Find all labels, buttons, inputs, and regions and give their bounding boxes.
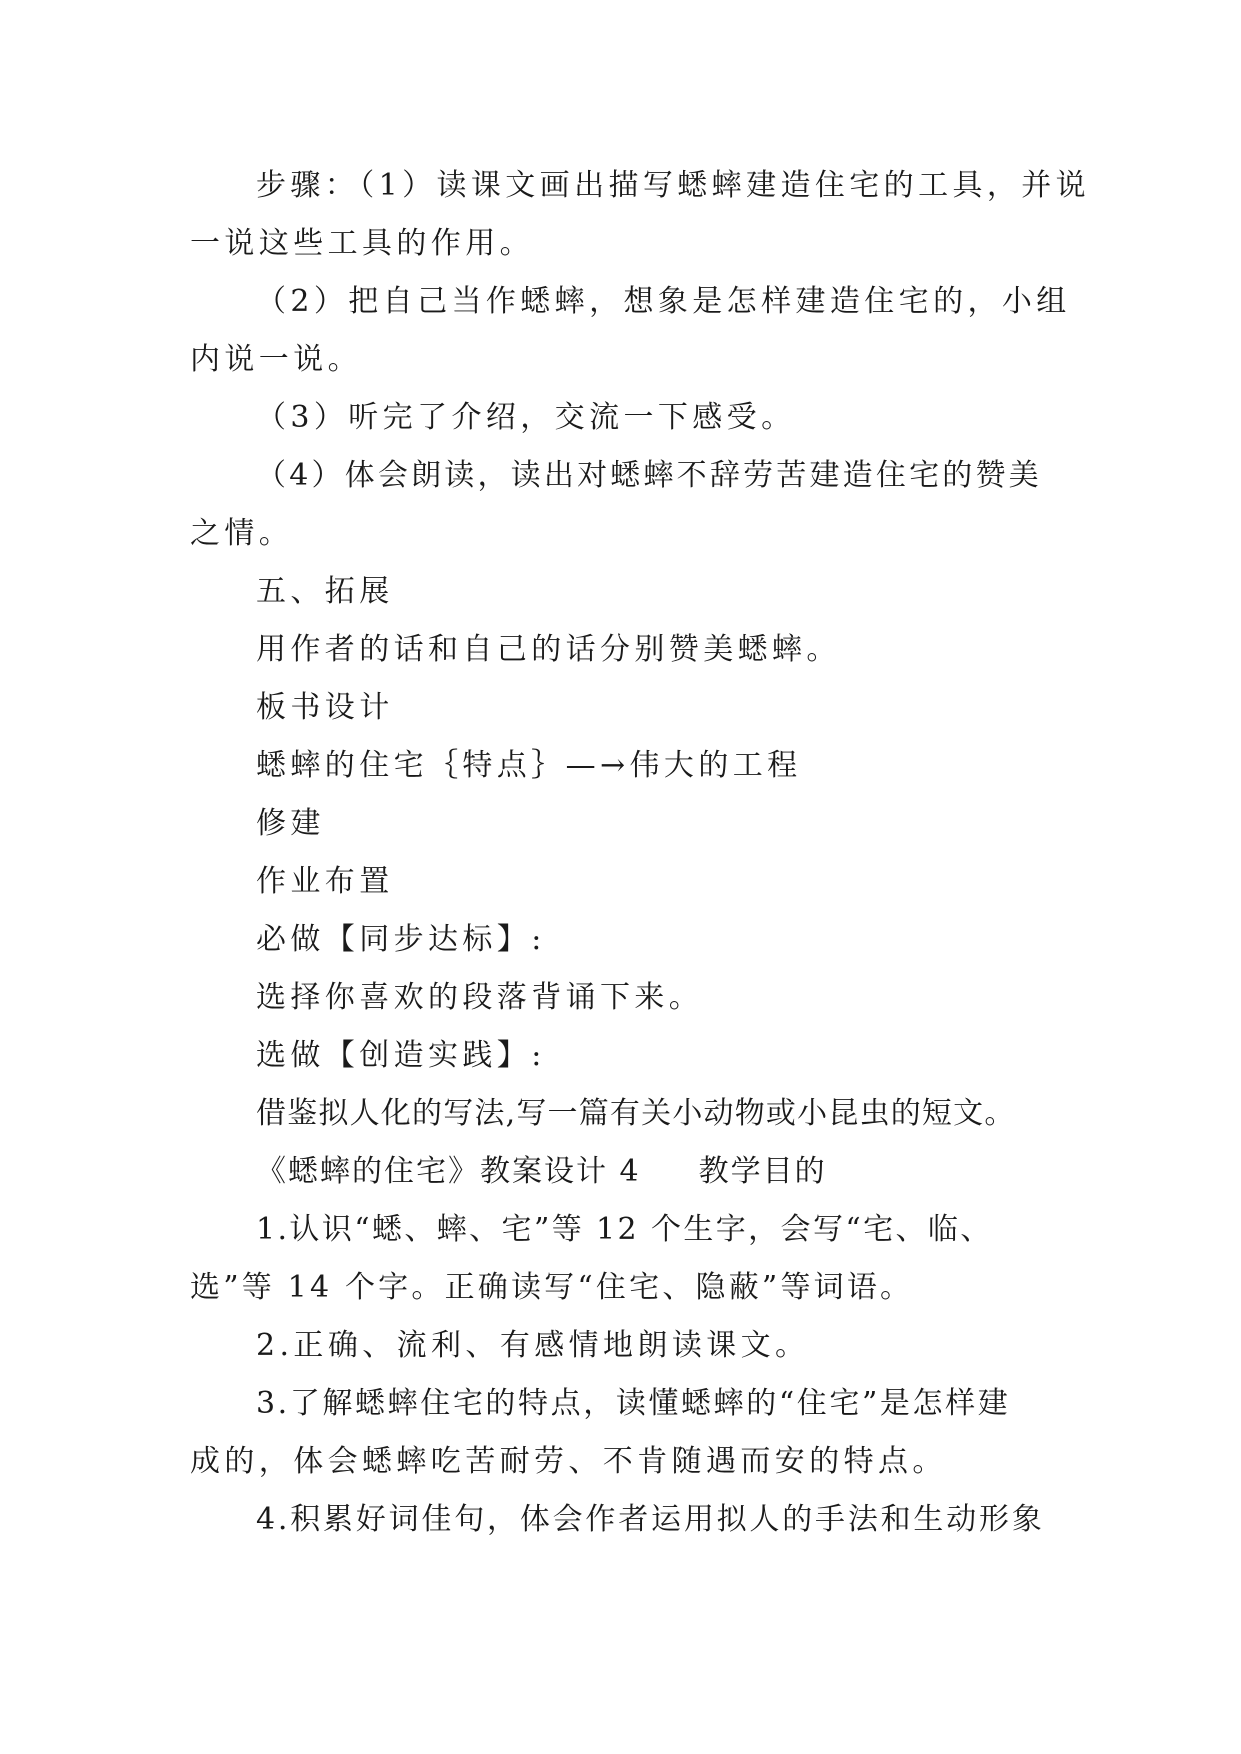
section-heading: 作业布置: [256, 864, 394, 899]
paragraph-line: 4.积累好词佳句，体会作者运用拟人的手法和生动形象: [256, 1502, 1045, 1537]
paragraph-line: 用作者的话和自己的话分别赞美蟋蟀。: [256, 632, 841, 667]
paragraph-line: 选做【创造实践】:: [256, 1038, 546, 1073]
paragraph-line: 选择你喜欢的段落背诵下来。: [256, 980, 704, 1015]
paragraph-line: 1.认识“蟋、蟀、宅”等 12 个生字，会写“宅、临、: [256, 1212, 993, 1247]
section-heading: 教学目的: [698, 1154, 827, 1189]
paragraph-line: 蟋蟀的住宅｛特点｝—→伟大的工程: [256, 748, 802, 783]
paragraph-line: 步骤：（1）读课文画出描写蟋蟀建造住宅的工具，并说: [256, 168, 1091, 203]
paragraph-line: 选”等 14 个字。正确读写“住宅、隐蔽”等词语。: [190, 1270, 914, 1305]
heading-line: [256, 1152, 827, 1192]
paragraph-line: 成的，体会蟋蟀吃苦耐劳、不肯随遇而安的特点。: [190, 1444, 947, 1479]
paragraph-line: 之情。: [190, 516, 294, 551]
paragraph-line: 必做【同步达标】:: [256, 922, 546, 957]
paragraph-line: （2）把自己当作蟋蟀，想象是怎样建造住宅的，小组: [256, 284, 1071, 319]
paragraph-line: 借鉴拟人化的写法,写一篇有关小动物或小昆虫的短文。: [256, 1096, 1016, 1131]
paragraph-line: （4）体会朗读，读出对蟋蟀不辞劳苦建造住宅的赞美: [256, 458, 1042, 493]
paragraph-line: 3.了解蟋蟀住宅的特点，读懂蟋蟀的“住宅”是怎样建: [256, 1386, 1011, 1421]
section-heading: 五、拓展: [256, 574, 394, 609]
section-heading: 板书设计: [256, 690, 394, 725]
document-title: 《蟋蟀的住宅》教案设计 4: [256, 1154, 641, 1189]
paragraph-line: （3）听完了介绍，交流一下感受。: [256, 400, 796, 435]
paragraph-line: 修建: [256, 806, 325, 841]
paragraph-line: 一说这些工具的作用。: [190, 226, 534, 261]
paragraph-line: 内说一说。: [190, 342, 362, 377]
paragraph-line: 2.正确、流利、有感情地朗读课文。: [256, 1328, 810, 1363]
